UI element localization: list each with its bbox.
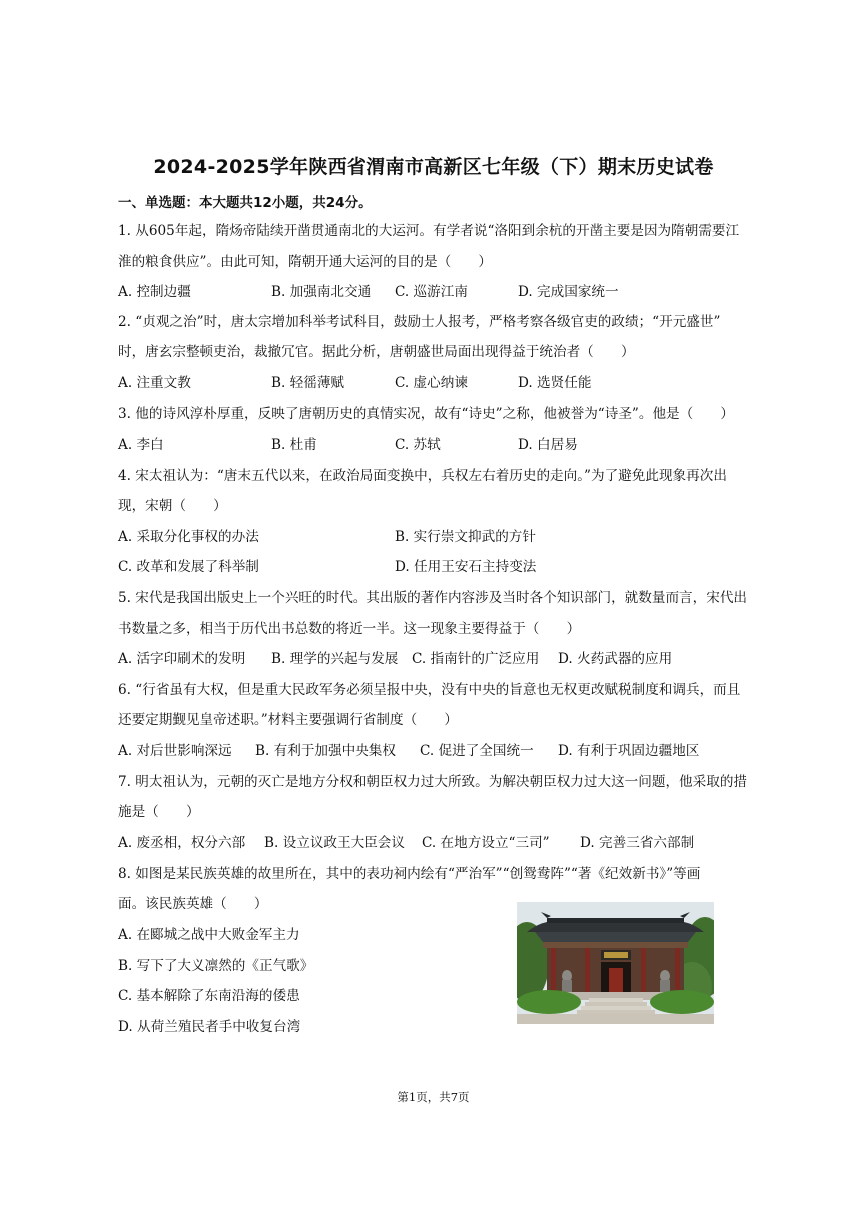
question-8-option-b: B. 写下了大义凛然的《正气歌》 (118, 958, 314, 974)
question-1-line-2: 淮的粮食供应”。由此可知，隋朝开通大运河的目的是（ ） (118, 254, 492, 270)
question-4-option-a: A. 采取分化事权的办法 (118, 529, 259, 545)
question-5-option-a: A. 活字印刷术的发明 (118, 651, 246, 667)
question-5-option-d: D. 火药武器的应用 (558, 651, 673, 667)
question-2-line-2: 时，唐玄宗整顿吏治，裁撤冗官。据此分析，唐朝盛世局面出现得益于统治者（ ） (118, 344, 635, 360)
memorial-hall-photo (517, 902, 714, 1024)
question-4-option-b: B. 实行崇文抑武的方针 (395, 529, 536, 545)
question-5-option-b: B. 理学的兴起与发展 (271, 651, 399, 667)
question-3-option-b: B. 杜甫 (271, 437, 317, 453)
question-3-line-1: 3. 他的诗风淳朴厚重，反映了唐朝历史的真情实况，故有“诗史”之称，他被誉为“诗圣”。他是（ ） (118, 406, 735, 422)
question-6-option-b: B. 有利于加强中央集权 (255, 743, 396, 759)
question-4-line-1: 4. 宋太祖认为：“唐末五代以来，在政治局面变换中，兵权左右着历史的走向。”为了避免此现象再次出 (118, 468, 727, 484)
question-7-option-d: D. 完善三省六部制 (580, 835, 695, 851)
page-footer: 第1页，共7页 (397, 1090, 470, 1104)
question-1-option-a: A. 控制边疆 (118, 284, 191, 300)
question-2-line-1: 2. “贞观之治”时，唐太宗增加科举考试科目，鼓励士人报考，严格考察各级官吏的政绩；“开元盛世” (118, 314, 721, 330)
question-3-option-d: D. 白居易 (518, 437, 578, 453)
question-3-option-c: C. 苏轼 (395, 437, 441, 453)
question-4-option-d: D. 任用王安石主持变法 (395, 559, 537, 575)
question-4-option-c: C. 改革和发展了科举制 (118, 559, 259, 575)
question-8-option-c: C. 基本解除了东南沿海的倭患 (118, 988, 300, 1004)
question-7-option-b: B. 设立议政王大臣会议 (264, 835, 405, 851)
question-2-option-d: D. 选贤任能 (518, 375, 592, 391)
question-5-option-c: C. 指南针的广泛应用 (412, 651, 540, 667)
question-8-line-1: 8. 如图是某民族英雄的故里所在，其中的表功祠内绘有“严治军”“创鸳鸯阵”“著《纪效新书》”等画 (118, 866, 701, 882)
question-6-option-c: C. 促进了全国统一 (420, 743, 534, 759)
question-5-line-2: 书数量之多，相当于历代出书总数的将近一半。这一现象主要得益于（ ） (118, 621, 581, 637)
question-7-line-2: 施是（ ） (118, 804, 200, 820)
question-7-line-1: 7. 明太祖认为，元朝的灭亡是地方分权和朝臣权力过大所致。为解决朝臣权力过大这一问题，他采取的措 (118, 774, 748, 790)
question-3-option-a: A. 李白 (118, 437, 164, 453)
question-8-option-a: A. 在郾城之战中大败金军主力 (118, 927, 300, 943)
exam-title: 2024-2025学年陕西省渭南市高新区七年级（下）期末历史试卷 (153, 156, 714, 178)
question-8-option-d: D. 从荷兰殖民者手中收复台湾 (118, 1019, 301, 1035)
question-4-line-2: 现，宋朝（ ） (118, 498, 227, 514)
question-1-option-b: B. 加强南北交通 (271, 284, 372, 300)
question-6-line-2: 还要定期觐见皇帝述职。”材料主要强调行省制度（ ） (118, 712, 458, 728)
question-6-line-1: 6. “行省虽有大权，但是重大民政军务必须呈报中央，没有中央的旨意也无权更改赋税制度和调兵，而且 (118, 682, 741, 698)
question-1-option-c: C. 巡游江南 (395, 284, 468, 300)
question-1-option-d: D. 完成国家统一 (518, 284, 619, 300)
question-8-line-2: 面。该民族英雄（ ） (118, 896, 268, 912)
question-2-option-a: A. 注重文教 (118, 375, 191, 391)
question-6-option-a: A. 对后世影响深远 (118, 743, 232, 759)
question-7-option-c: C. 在地方设立“三司” (422, 835, 550, 851)
question-7-option-a: A. 废丞相，权分六部 (118, 835, 246, 851)
question-2-option-b: B. 轻徭薄赋 (271, 375, 345, 391)
section-heading: 一、单选题：本大题共12小题，共24分。 (118, 195, 372, 211)
question-5-line-1: 5. 宋代是我国出版史上一个兴旺的时代。其出版的著作内容涉及当时各个知识部门，就数量而言，宋代出 (118, 590, 748, 606)
question-1-line-1: 1. 从605年起，隋炀帝陆续开凿贯通南北的大运河。有学者说“洛阳到余杭的开凿主要是因为隋朝需要江 (118, 223, 740, 239)
question-6-option-d: D. 有利于巩固边疆地区 (558, 743, 700, 759)
question-2-option-c: C. 虚心纳谏 (395, 375, 468, 391)
